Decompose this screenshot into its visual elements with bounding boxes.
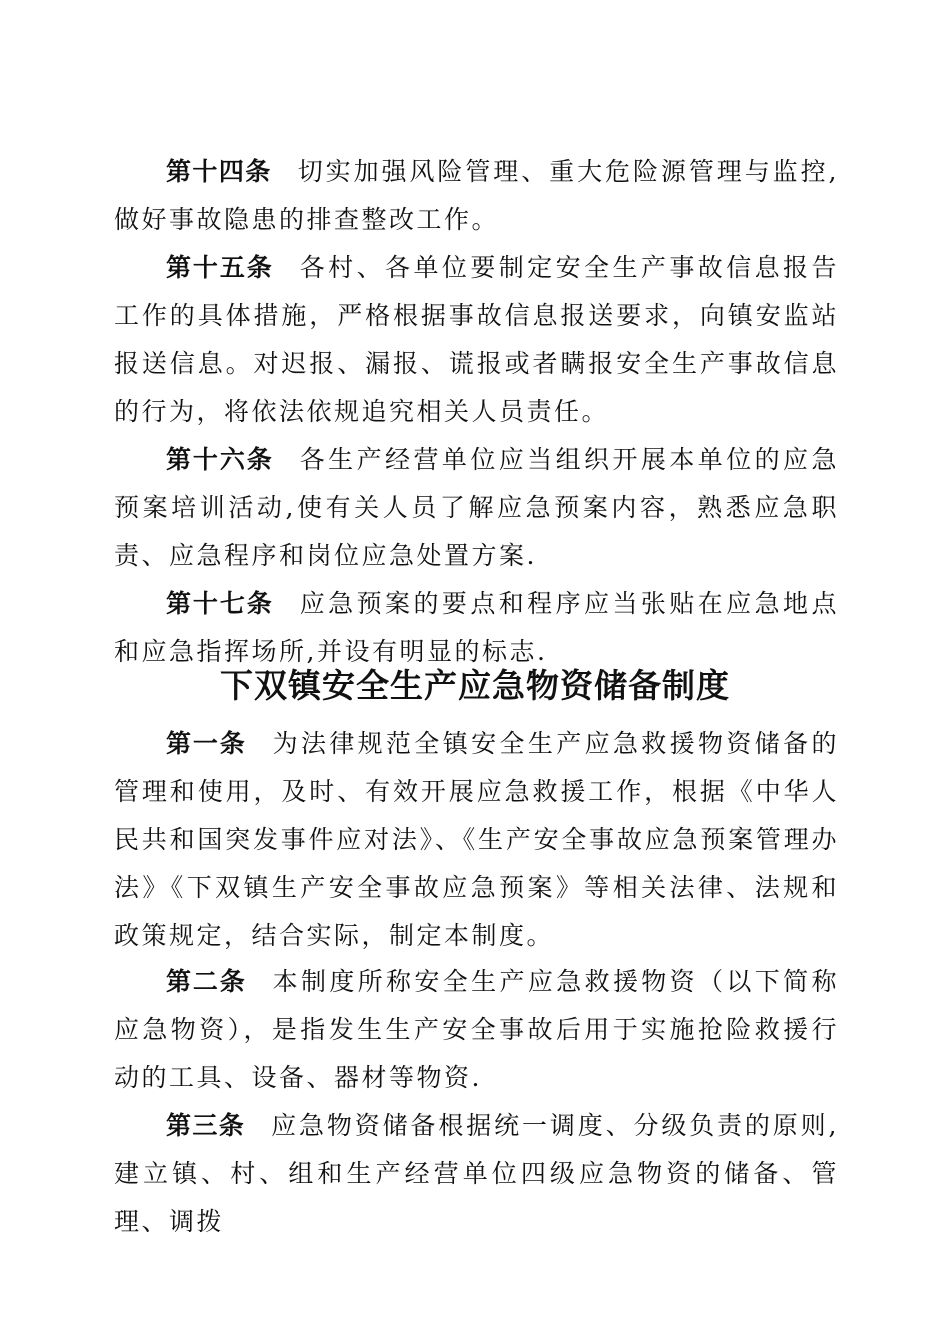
article-text: 本制度所称安全生产应急救援物资（以下简称应急物资），是指发生生产安全事故后用于实施抢险救援行动的工具、设备、器材等物资. (114, 967, 839, 1092)
article-label: 第二条 (166, 967, 247, 996)
article-3 (114, 1102, 839, 1246)
article-1 (114, 720, 839, 960)
document-title: 下双镇安全生产应急物资储备制度 (220, 666, 730, 705)
article-16 (114, 436, 839, 580)
article-label: 第十五条 (166, 253, 274, 282)
article-text: 各村、各单位要制定安全生产事故信息报告工作的具体措施，严格根据事故信息报送要求，向镇安监站报送信息。对迟报、漏报、谎报或者瞒报安全生产事故信息的行为，将依法依规追究相关人员责任。 (114, 253, 839, 426)
article-2 (114, 958, 839, 1102)
article-text: 应急预案的要点和程序应当张贴在应急地点和应急指挥场所,并设有明显的标志. (114, 589, 839, 666)
article-text: 为法律规范全镇安全生产应急救援物资储备的管理和使用，及时、有效开展应急救援工作，根据《中华人民共和国突发事件应对法》、《生产安全事故应急预案管理办法》《下双镇生产安全事故应急预案》等相关法律、法规和政策规定，结合实际，制定本制度。 (114, 729, 839, 950)
article-label: 第一条 (166, 729, 247, 758)
article-text: 应急物资储备根据统一调度、分级负责的原则,建立镇、村、组和生产经营单位四级应急物资的储备、管理、调拨 (114, 1111, 839, 1236)
article-text: 切实加强风险管理、重大危险源管理与监控,做好事故隐患的排查整改工作。 (114, 157, 839, 234)
article-label: 第十七条 (166, 589, 274, 618)
article-text: 各生产经营单位应当组织开展本单位的应急预案培训活动,使有关人员了解应急预案内容，熟悉应急职责、应急程序和岗位应急处置方案. (114, 445, 839, 570)
article-14 (114, 148, 839, 244)
article-label: 第三条 (166, 1111, 246, 1140)
article-15 (114, 244, 839, 436)
article-label: 第十六条 (166, 445, 274, 474)
article-label: 第十四条 (166, 157, 272, 186)
